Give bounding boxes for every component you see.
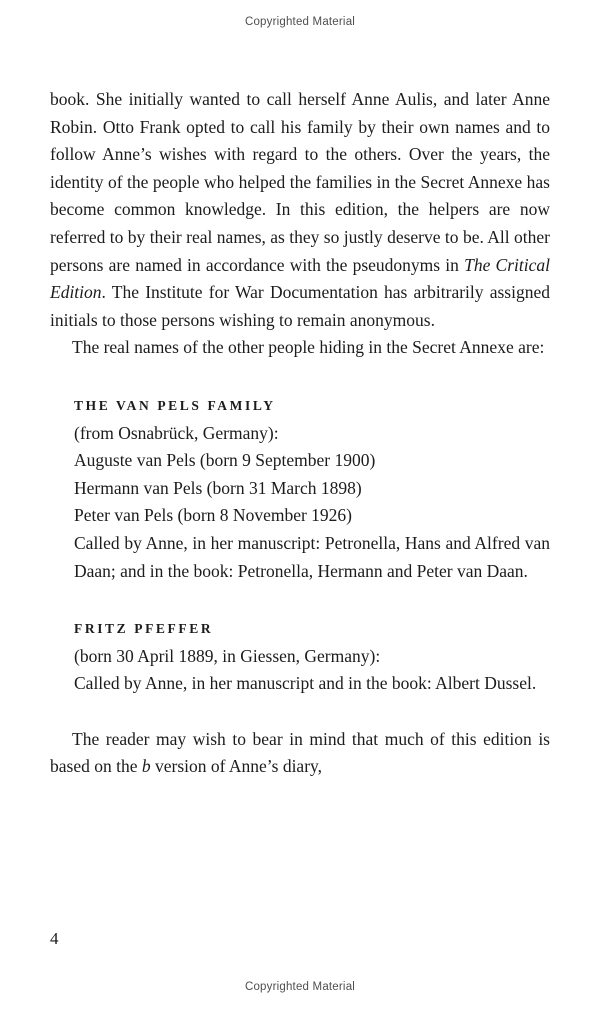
pfeffer-section [74,615,550,698]
paragraph-continuation [50,86,550,334]
van-pels-section [74,392,550,585]
closing-paragraph [50,726,550,781]
names-intro-paragraph: The real names of the other people hiding in the Secret Annexe are: [72,337,545,358]
origin-line: (born 30 April 1889, in Giessen, Germany): [74,645,381,666]
called-by-paragraph: Called by Anne, in her manuscript and in the book: Albert Dussel. [74,673,537,694]
paragraph-text: version of Anne’s diary, [150,756,323,777]
origin-line: (from Osnabrück, Germany): [74,422,279,443]
page-number: 4 [50,929,59,948]
main-text [50,86,550,781]
copyright-notice-top: Copyrighted Material [244,16,356,28]
paragraph-text: The reader may wish to bear in mind that much of this edition is based on the [50,728,550,777]
person-line-peter: Peter van Pels (born 8 November 1926) [74,505,352,526]
paragraph-text: book. She initially wanted to call herself Anne Aulis, and later Anne Robin. Otto Frank opted to call his family by their own names and to follow Anne’s wishes with regard to the others. Over the years, the identity of the people who helped the families in the Secret Annexe has become common knowledge. In this edition, the helpers are now referred to by their real names, as they so justly deserve to be. All other persons are named in accordance with the pseudonyms in [50,89,550,275]
paragraph-text: . The Institute for War Documentation has arbitrarily assigned initials to those persons wishing to remain anonymous. [50,282,550,330]
copyright-notice-bottom: Copyrighted Material [244,981,356,993]
called-by-paragraph: Called by Anne, in her manuscript: Petronella, Hans and Alfred van Daan; and in the book: Petronella, Hermann and Peter van Daan. [74,532,550,581]
person-line-auguste: Auguste van Pels (born 9 September 1900) [74,450,376,471]
section-heading-van-pels: THE VAN PELS FAMILY [74,397,276,413]
version-letter-italic: b [141,756,151,777]
person-line-hermann: Hermann van Pels (born 31 March 1898) [74,477,362,498]
book-title-italic: The Critical Edition [50,254,550,303]
section-heading-pfeffer: FRITZ PFEFFER [74,621,214,637]
